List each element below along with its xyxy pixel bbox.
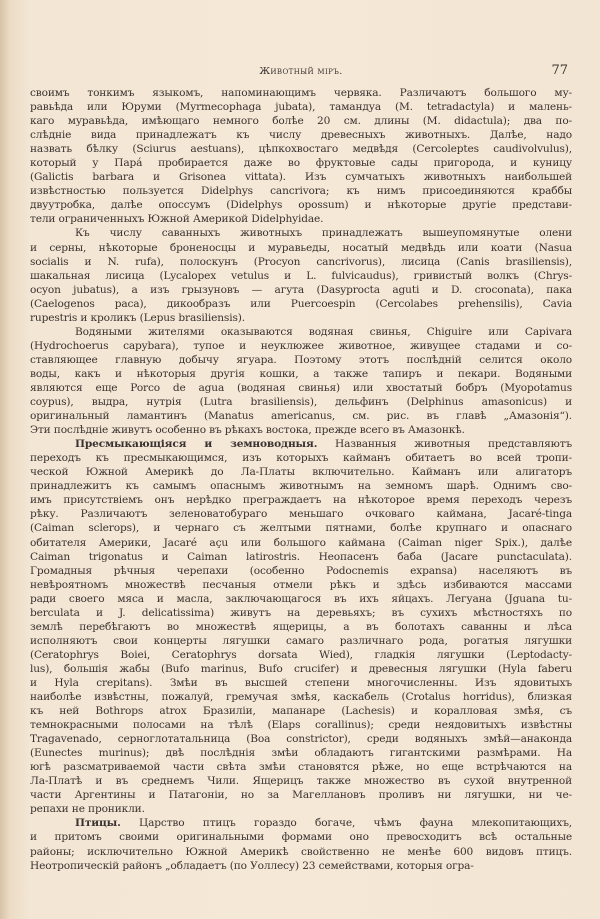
text-line: части Аргентины и Патагоніи, но за Магеллановъ проливъ ни лягушки, ни че- <box>30 789 572 802</box>
text-line: ради своего мяса и масла, заключающагося въ ихъ яйцахъ. Легуана (Jguana tu- <box>30 592 572 605</box>
text-line: (Galictis barbara и Grisonea vittata). Изъ сумчатыхъ животныхъ наибольшей <box>30 171 572 184</box>
text-line: землѣ перебѣгаютъ во множествѣ ящерицы, а въ болотахъ саванны и лѣса <box>30 620 572 633</box>
text-line: rupestris и кроликъ (Lepus brasiliensis). <box>30 311 245 324</box>
running-head: Животный міръ. <box>259 66 343 77</box>
text-line: (Ceratophrys Boiei, Ceratophrys dorsata Wied), гладкія лягушки (Leptodacty- <box>30 648 572 661</box>
page-body <box>30 86 572 873</box>
text-line: оригинальный ламантинъ (Manatus americanus, см. рис. въ главѣ „Амазонія“). <box>30 410 572 423</box>
text-line: и серны, нѣкоторые броненосцы и муравьеды, носатый медвѣдь или коати (Nasua <box>30 241 572 254</box>
text-line: переходъ къ пресмыкающимся, изъ которыхъ кайманъ обитаетъ во всей тропи- <box>30 452 572 465</box>
text-line: (Hydrochoerus capybara), тупое и неуклюжее животное, живущее стадами и со- <box>30 339 572 352</box>
text-line: являются еще Porco de agua (водяная свинья) или хвостатый бобръ (Myopotamus <box>30 381 572 394</box>
text-line: равьѣда или Юруми (Myrmecophaga jubata), тамандуа (M. tetradactyla) и малень- <box>30 101 572 114</box>
text-line: ставляющее главную добычу ягуара. Поэтому этотъ послѣдній селится около <box>30 353 572 366</box>
text-line: исполняютъ свои концерты лягушки самаго различнаго рода, рогатыя лягушки <box>30 634 572 647</box>
text-line: невѣроятномъ множествѣ песчаныя отмели рѣкъ и здѣсь избиваются массами <box>30 578 572 591</box>
text-line: Tragavenado, серноглотатальница (Boa constrictor), среди водяныхъ змѣй—анаконда <box>30 733 572 746</box>
text-line: обитателя Америки, Jacaré açu или большого каймана (Caiman niger Spix.), далѣе <box>30 536 572 549</box>
text-line: Caiman trigonatus и Caiman latirostris. Неопасенъ баба (Jacare punctaculata). <box>30 550 572 563</box>
text-line: югѣ разсматриваемой части свѣта змѣи становятся рѣже, но еще встрѣчаются на <box>30 761 572 774</box>
paragraph <box>30 325 572 437</box>
page-header <box>30 63 572 82</box>
text-line: Неотропическій районъ „обладаетъ (по Уоллесу) 23 семействами, которыя огра- <box>30 859 474 872</box>
text-line: lus), большія жабы (Bufo marinus, Bufo crucifer) и древесныя лягушки (Hyla faberu <box>30 662 572 675</box>
text-line: (Caelogenos paca), дикообразъ или Puercoespin (Cercolabes prehensilis), Cavia <box>30 297 572 310</box>
text-line: berculata и J. delicatissima) живутъ на деревьяхъ; въ сухихъ мѣстностяхъ по <box>30 606 572 619</box>
line-text: Царство птицъ гораздо богаче, чѣмъ фауна млекопитающихъ, <box>139 817 572 830</box>
section-heading: Пресмыкающіяся и земноводныя. <box>75 438 318 451</box>
text-line: къ ней Bothrops atrox Бразиліи, мапанаре (Lachesis) и коралловая змѣя, съ <box>30 705 572 718</box>
paragraph <box>30 226 572 324</box>
text-line <box>30 816 572 830</box>
text-line: ческой Южной Америкѣ до Ла-Платы включительно. Кайманъ или алигаторъ <box>30 466 572 479</box>
line-text: Названныя животныя представляютъ <box>335 438 572 451</box>
text-line: (Eunectes murinus); двѣ послѣднія змѣи обладаютъ гигантскими размѣрами. На <box>30 747 572 760</box>
text-line: Ла-Платѣ и въ среднемъ Чили. Ящерицъ также множество въ сухой внутренной <box>30 775 572 788</box>
text-line: каго муравьѣда, имѣющаго немного болѣе 20 см. длины (M. didactula); два по- <box>30 115 572 128</box>
text-line: имъ присутствіемъ онъ нерѣдко преграждаетъ на нѣкоторое время переходъ черезъ <box>30 494 572 507</box>
text-line: Къ числу саванныхъ животныхъ принадлежатъ вышеупомянутые олени <box>75 227 572 240</box>
text-line: принадлежитъ къ самымъ опаснымъ животнымъ на земномъ шарѣ. Однимъ сво- <box>30 480 572 493</box>
text-line: coypus), выдра, нутрія (Lutra brasiliensis), дельфинъ (Delphinus amasonicus) и <box>30 396 572 409</box>
text-line: рѣку. Различаютъ зеленоватобураго меньшаго очковаго каймана, Jacaré-tinga <box>30 508 572 521</box>
text-line: socialis и N. rufa), полоскунъ (Procyon cancrivorus), лисица (Canis brasiliensis), <box>30 255 572 268</box>
text-line: Водяными жителями оказываются водяная свинья, Chiguire или Capivara <box>75 325 572 338</box>
text-line: извѣстностью пользуется Didelphys cancrivora; къ нимъ присоединяются краббы <box>30 185 572 198</box>
text-line: слѣдніе вида принадлежатъ къ числу древесныхъ животныхъ. Далѣе, надо <box>30 129 572 142</box>
text-line: репахи не проникли. <box>30 803 145 816</box>
text-line: Громадныя рѣчныя черепахи (особенно Podocnemis expansa) населяютъ въ <box>30 564 572 577</box>
paragraph <box>30 437 572 816</box>
text-line: назвать бѣлку (Sciurus aestuans), цѣпкохвостаго медвѣдя (Cercoleptes caudivolvulus), <box>30 143 572 156</box>
text-line: районы; исключительно Южной Америкѣ свойственно не менѣе 600 видовъ птицъ. <box>30 845 572 858</box>
text-line: который у Пара́ пробирается даже во фруктовые сады пригорода, и куницу <box>30 157 572 170</box>
paragraph <box>30 86 572 226</box>
text-line: темнокрасными полосами на тѣлѣ (Elaps corallinus); среди неядовитыхъ извѣстны <box>30 719 572 732</box>
text-line: ocyon jubatus), а изъ грызуновъ — агута (Dasyprocta aguti и D. croconata), пака <box>30 283 572 296</box>
section-heading: Птицы. <box>75 817 121 830</box>
text-line: Эти послѣдніе живутъ особенно въ рѣкахъ востока, прежде всего въ Амазонкѣ. <box>30 424 465 437</box>
text-line: и притомъ своими оригинальными формами оно превосходитъ всѣ остальные <box>30 831 572 844</box>
paragraph <box>30 816 572 872</box>
text-line: воды, какъ и нѣкоторыя другія кошки, а также тапиръ и пекари. Водяными <box>30 367 572 380</box>
text-line: шакальная лисица (Lycalopex vetulus и L. fulvicaudus), гривистый волкъ (Chrys- <box>30 269 572 282</box>
page-number: 77 <box>551 63 568 78</box>
text-line: наиболѣе извѣстны, пожалуй, гремучая змѣя, каскабель (Crotalus horridus), близкая <box>30 691 572 704</box>
text-line: двуутробка, далѣе опоссумъ (Didelphys opossum) и нѣкоторые другіе представи- <box>30 199 572 212</box>
text-line: (Caiman sclerops), и чернаго съ желтыми пятнами, болѣе крупнаго и опаснаго <box>30 522 572 535</box>
text-line <box>30 437 572 451</box>
text-line: своимъ тонкимъ языкомъ, напоминающимъ червяка. Различаютъ большого му- <box>30 87 572 99</box>
text-line: и Hyla crepitans). Змѣи въ высшей степени многочисленны. Изъ ядовитыхъ <box>30 676 572 689</box>
text-line: тели ограниченныхъ Южной Америкой Didelphyidae. <box>30 213 324 226</box>
